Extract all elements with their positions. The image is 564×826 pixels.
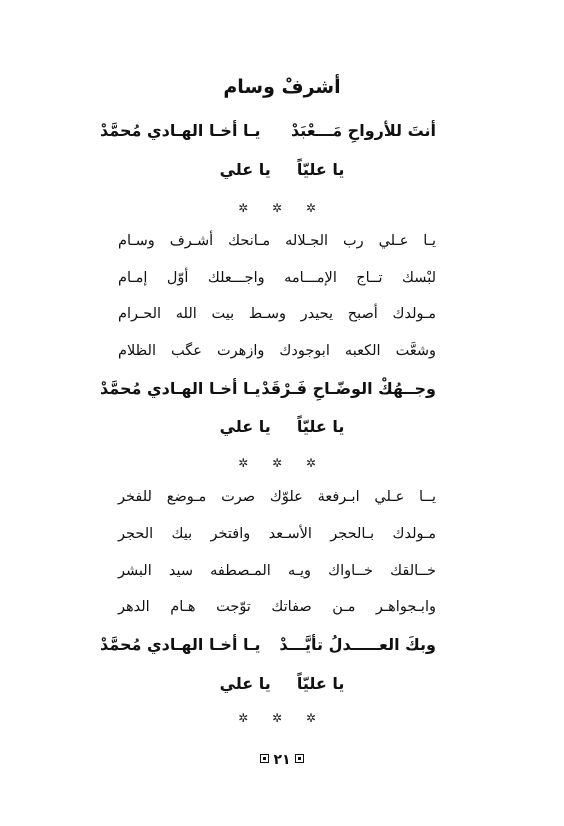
refrain-left-text: وبكَ العـــــدلُ تأيَّـــدْ [279,635,436,654]
call-text: يا عليّاً [296,417,345,436]
call-text: يا علي [219,417,271,436]
refrain-line [100,635,436,654]
poem-title: أشرفْ وسام [223,76,341,98]
refrain-line [100,379,436,398]
square-ornament-icon [295,754,304,763]
refrain-right-text: يـا أخـا الهـادي مُحمَّدْ [100,635,261,654]
ornament-stars: ✲ ✲ ✲ [238,201,326,215]
verse-line: خــالقك خــاواك ويـه المـصطفه سيد البشر [118,563,436,579]
call-text: يا عليّاً [296,160,345,179]
call-text: يا علي [219,674,271,693]
verse-line: يـا عـلي رب الجـلاله مـانحك أشـرف وسـام [118,233,436,249]
call-text: يا علي [219,160,271,179]
verse-line: وابـجواهـر مـن صفاتك توّجت هـام الدهر [118,599,436,615]
ornament-stars: ✲ ✲ ✲ [238,711,326,725]
call-line [0,674,564,693]
page-number [0,752,564,768]
refrain-left-text: أنتَ للأرواحِ مَـــعْبَدْ [290,121,436,140]
verse-line: يــا عـلي ابـرفعة علوّك صرت مـوضع للفخر [118,489,436,505]
call-line [0,160,564,179]
ornament-stars: ✲ ✲ ✲ [238,456,326,470]
square-ornament-icon [260,754,269,763]
refrain-line [100,121,436,140]
page-number-text: ٢١ [273,752,291,768]
refrain-right-text: يـا أخـا الهـادي مُحمَّدْ [100,121,261,140]
verse-line: لبْسك تــاج الإمـــامه واجـــعلك أوّل إمـام [118,270,436,286]
refrain-left-text: وجــهُكْ الوضّـاحِ فَـرْقَدْ [261,379,436,398]
verse-line: مـولدك بـالحجر الأسـعد وافتخر بيك الحجر [118,526,436,542]
call-text: يا عليّاً [296,674,345,693]
verse-line: مـولدك أصبح يحيدر وسـط بيت الله الحـرام [118,306,436,322]
refrain-right-text: يـا أخـا الهـادي مُحمَّدْ [100,379,261,398]
verse-line: وشعَّت الكعبه ابوجودك وازهرت عگب الظلام [118,343,436,359]
call-line [0,417,564,436]
